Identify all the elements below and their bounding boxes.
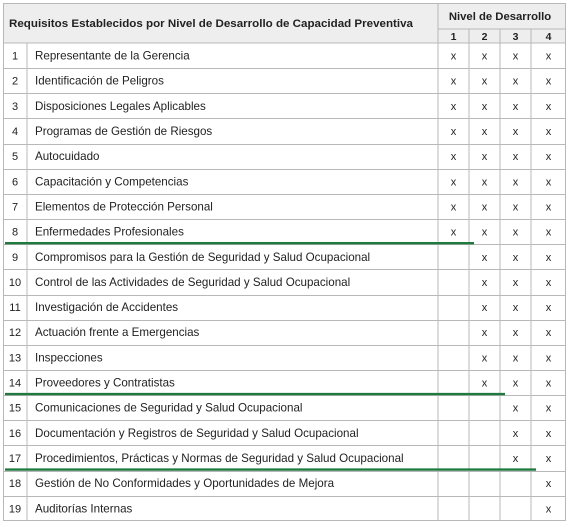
level-2-mark: x: [481, 126, 488, 139]
level-3-mark: x: [512, 377, 519, 390]
row-number: 17: [8, 452, 22, 465]
level-2-mark: x: [481, 50, 488, 63]
level-4-mark: x: [545, 201, 552, 214]
requirement-label: Auditorías Internas: [35, 502, 133, 516]
level-4-header: 4: [545, 31, 552, 43]
level-3-mark: x: [512, 352, 519, 365]
requirement-label: Gestión de No Conformidades y Oportunidades de Mejora: [35, 477, 335, 491]
level-3-mark: x: [512, 50, 519, 63]
level-1-mark: x: [450, 176, 457, 189]
level-2-mark: x: [481, 251, 488, 264]
requirement-label: Documentación y Registros de Seguridad y Salud Ocupacional: [35, 426, 359, 440]
level-4-mark: x: [545, 226, 552, 239]
requirements-title: Requisitos Establecidos por Nivel de Desarrollo de Capacidad Preventiva: [9, 18, 414, 30]
row-number: 19: [8, 503, 22, 516]
level-3-mark: x: [512, 452, 519, 465]
levels-title: Nivel de Desarrollo: [448, 11, 552, 23]
table-row: [12, 100, 552, 113]
row-number: 14: [8, 377, 22, 390]
level-4-mark: x: [545, 251, 552, 264]
table-row: [9, 326, 552, 339]
requirement-label: Autocuidado: [35, 150, 100, 164]
requirement-label: Disposiciones Legales Aplicables: [35, 99, 206, 113]
table-row: [9, 276, 552, 289]
level-4-mark: x: [545, 100, 552, 113]
level-1-mark: x: [450, 151, 457, 164]
level-1-header: 1: [450, 31, 457, 43]
level-1-mark: x: [450, 226, 457, 239]
row-number: 5: [11, 151, 19, 164]
level-3-mark: x: [512, 126, 519, 139]
row-number: 9: [11, 251, 19, 264]
level-3-mark: x: [512, 302, 519, 315]
requirements-table: [3, 3, 566, 521]
level-2-mark: x: [481, 100, 488, 113]
row-number: 13: [8, 352, 22, 365]
level-2-mark: x: [481, 75, 488, 88]
row-number: 4: [11, 126, 19, 139]
level-2-header: 2: [481, 31, 488, 43]
level-4-mark: x: [545, 276, 552, 289]
level-4-mark: x: [545, 503, 552, 516]
row-number: 16: [8, 427, 22, 440]
table-row: [9, 351, 552, 364]
level-2-mark: x: [481, 151, 488, 164]
requirement-label: Investigación de Accidentes: [35, 301, 179, 315]
row-number: 18: [8, 478, 22, 491]
level-4-mark: x: [545, 452, 552, 465]
row-number: 11: [9, 302, 21, 315]
table-row: [9, 477, 552, 490]
level-4-mark: x: [545, 75, 552, 88]
table-row: [12, 50, 552, 63]
level-3-mark: x: [512, 100, 519, 113]
level-2-mark: x: [481, 226, 488, 239]
level-4-mark: x: [545, 377, 552, 390]
requirement-label: Capacitación y Competencias: [35, 175, 189, 189]
requirement-label: Inspecciones: [35, 351, 103, 365]
level-4-mark: x: [545, 176, 552, 189]
level-2-mark: x: [481, 377, 488, 390]
level-2-mark: x: [481, 201, 488, 214]
requirement-label: Identificación de Peligros: [35, 74, 164, 88]
requirement-label: Enfermedades Profesionales: [35, 225, 184, 239]
requirement-label: Control de las Actividades de Seguridad y Salud Ocupacional: [35, 275, 351, 289]
row-number: 12: [8, 327, 22, 340]
level-4-mark: x: [545, 327, 552, 340]
row-number: 2: [11, 75, 19, 88]
table-row: [12, 150, 552, 163]
requirement-label: Programas de Gestión de Riesgos: [35, 125, 213, 139]
table-row: [9, 377, 552, 390]
requirement-label: Comunicaciones de Seguridad y Salud Ocupacional: [35, 401, 303, 415]
level-2-mark: x: [481, 176, 488, 189]
table-row: [12, 226, 552, 239]
row-number: 10: [8, 276, 22, 289]
level-4-mark: x: [545, 151, 552, 164]
level-3-mark: x: [512, 251, 519, 264]
row-number: 8: [11, 226, 19, 239]
level-3-mark: x: [512, 151, 519, 164]
table-row: [12, 251, 552, 264]
level-4-mark: x: [545, 478, 552, 491]
level-1-mark: x: [450, 100, 457, 113]
level-4-mark: x: [545, 352, 552, 365]
level-4-mark: x: [545, 126, 552, 139]
level-3-header: 3: [512, 31, 519, 43]
level-1-mark: x: [450, 201, 457, 214]
table-row: [12, 75, 552, 88]
level-3-mark: x: [512, 276, 519, 289]
table-row: [9, 427, 552, 440]
table-row: [12, 200, 552, 213]
requirement-label: Representante de la Gerencia: [35, 49, 190, 63]
level-2-mark: x: [481, 302, 488, 315]
requirement-label: Actuación frente a Emergencias: [35, 326, 200, 340]
level-2-mark: x: [481, 352, 488, 365]
level-1-mark: x: [450, 75, 457, 88]
level-3-mark: x: [512, 226, 519, 239]
level-1-mark: x: [450, 126, 457, 139]
requirement-label: Proveedores y Contratistas: [35, 376, 175, 390]
level-3-mark: x: [512, 427, 519, 440]
level-4-mark: x: [545, 50, 552, 63]
table-row: [9, 301, 551, 314]
table-row: [12, 175, 552, 188]
table-row: [9, 452, 552, 465]
level-2-mark: x: [481, 327, 488, 340]
requirement-label: Procedimientos, Prácticas y Normas de Seguridad y Salud Ocupacional: [35, 451, 404, 465]
requirements-table-grid: [3, 3, 566, 521]
level-3-mark: x: [512, 75, 519, 88]
level-3-mark: x: [512, 402, 519, 415]
table-row: [12, 125, 552, 138]
table-row: [9, 402, 552, 415]
level-2-mark: x: [481, 276, 488, 289]
level-1-mark: x: [450, 50, 457, 63]
row-number: 7: [11, 201, 19, 214]
row-number: 1: [11, 50, 19, 63]
table-row: [9, 502, 552, 515]
level-4-mark: x: [545, 427, 552, 440]
level-3-mark: x: [512, 201, 519, 214]
level-3-mark: x: [512, 176, 519, 189]
row-number: 3: [11, 100, 19, 113]
row-number: 15: [8, 402, 22, 415]
level-3-mark: x: [512, 327, 519, 340]
level-4-mark: x: [545, 402, 552, 415]
row-number: 6: [11, 176, 19, 189]
requirement-label: Elementos de Protección Personal: [35, 200, 213, 214]
level-4-mark: x: [545, 302, 552, 315]
requirement-label: Compromisos para la Gestión de Seguridad y Salud Ocupacional: [35, 250, 371, 264]
